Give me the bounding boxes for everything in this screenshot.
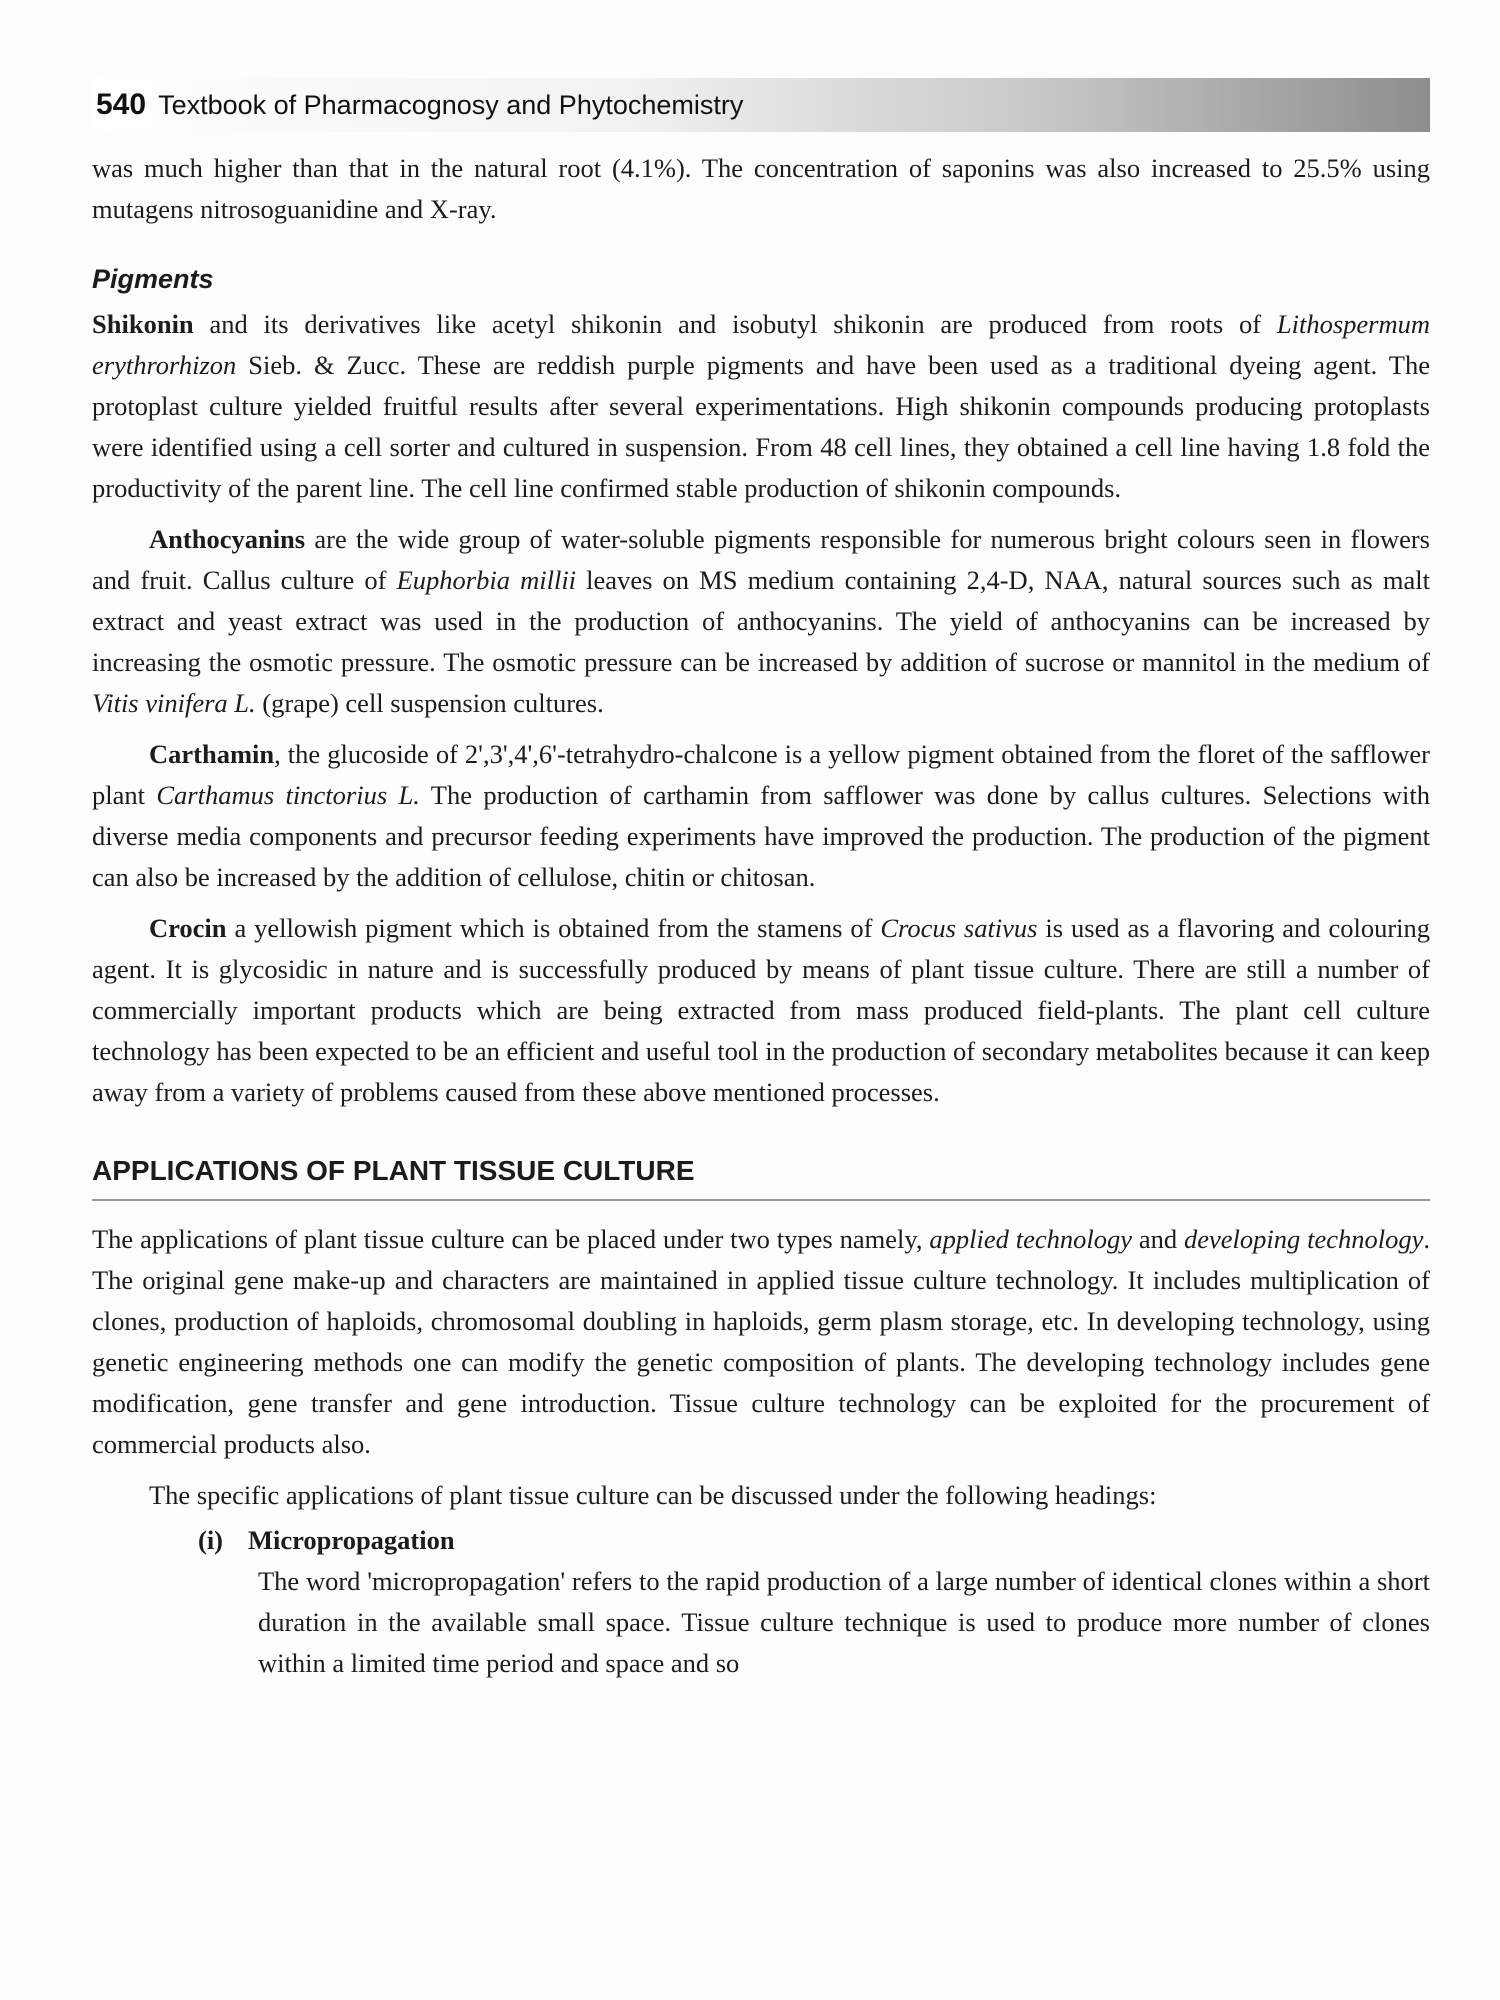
crocin-paragraph	[92, 908, 1430, 1113]
carthamin-term: Carthamin	[149, 739, 275, 769]
anthocyanins-term: Anthocyanins	[149, 524, 306, 554]
list-item-number: (i)	[198, 1525, 224, 1555]
crocin-text-2: is used as a flavoring and colouring agent. It is glycosidic in nature and is successfully produced by means of plant tissue culture. There are still a number of commercially important products which are being extracted from mass produced field-plants. The plant cell culture technology has been expected to be an efficient and useful tool in the production of secondary metabolites because it can keep away from a variety of problems caused from these above mentioned processes.	[92, 913, 1430, 1107]
intro-paragraph: was much higher than that in the natural root (4.1%). The concentration of saponins was also increased to 25.5% using mutagens nitrosoguanidine and X-ray.	[92, 153, 1430, 224]
page-number: 540	[96, 88, 147, 121]
micropropagation-paragraph: The word 'micropropagation' refers to the rapid production of a large number of identical clones within a short duration in the available small space. Tissue culture technique is used to produce more number of clones within a limited time period and space and so	[258, 1566, 1430, 1678]
carthamin-text-2: The production of carthamin from safflower was done by callus cultures. Selections with diverse media components and precursor feeding experiments have improved the production. The production of the pigment can also be increased by the addition of cellulose, chitin or chitosan.	[92, 780, 1430, 892]
page-body	[92, 148, 1430, 1684]
carthamin-species: Carthamus tinctorius L.	[156, 780, 420, 810]
anthocyanins-text-2: leaves on MS medium containing 2,4-D, NAA, natural sources such as malt extract and yeast extract was used in the production of anthocyanins. The yield of anthocyanins can be increased by increasing the osmotic pressure. The osmotic pressure can be increased by addition of sucrose or mannitol in the medium of	[92, 565, 1430, 677]
carthamin-text-1: , the glucoside of 2',3',4',6'-tetrahydro-chalcone is a yellow pigment obtained from the floret of the safflower plant	[92, 739, 1430, 810]
applications-heading: APPLICATIONS OF PLANT TISSUE CULTURE	[92, 1151, 1430, 1201]
crocin-term: Crocin	[149, 913, 227, 943]
running-header	[92, 78, 1430, 132]
anthocyanins-paragraph	[92, 519, 1430, 724]
anthocyanins-species-1: Euphorbia millii	[396, 565, 577, 595]
shikonin-text-2: Sieb. & Zucc. These are reddish purple pigments and have been used as a traditional dyeing agent. The protoplast culture yielded fruitful results after several experimentations. High shikonin compounds producing protoplasts were identified using a cell sorter and cultured in suspension. From 48 cell lines, they obtained a cell line having 1.8 fold the productivity of the parent line. The cell line confirmed stable production of shikonin compounds.	[92, 350, 1430, 503]
pigments-heading: Pigments	[92, 264, 214, 294]
carthamin-paragraph	[92, 734, 1430, 898]
crocin-species: Crocus sativus	[880, 913, 1038, 943]
applications-paragraph	[92, 1219, 1430, 1465]
list-item-micropropagation	[198, 1520, 1430, 1561]
crocin-text-1: a yellowish pigment which is obtained from the stamens of	[226, 913, 881, 943]
applications-text-1: The applications of plant tissue culture can be placed under two types namely,	[92, 1224, 930, 1254]
applied-technology-term: applied technology	[929, 1224, 1132, 1254]
developing-technology-term: developing technology	[1184, 1224, 1424, 1254]
shikonin-term: Shikonin	[92, 309, 194, 339]
anthocyanins-text-3: (grape) cell suspension cultures.	[255, 688, 604, 718]
book-title: Textbook of Pharmacognosy and Phytochemistry	[158, 89, 744, 120]
shikonin-paragraph	[92, 304, 1430, 509]
anthocyanins-text-1: are the wide group of water-soluble pigments responsible for numerous bright colours seen in flowers and fruit. Callus culture of	[92, 524, 1430, 595]
applications-text-3: . The original gene make-up and characters are maintained in applied tissue culture technology. It includes multiplication of clones, production of haploids, chromosomal doubling in haploids, germ plasm storage, etc. In developing technology, using genetic engineering methods one can modify the genetic composition of plants. The developing technology includes gene modification, gene transfer and gene introduction. Tissue culture technology can be exploited for the procurement of commercial products also.	[92, 1224, 1431, 1459]
list-item-title: Micropropagation	[248, 1525, 455, 1555]
headings-intro-paragraph: The specific applications of plant tissue culture can be discussed under the following headings:	[149, 1480, 1157, 1510]
shikonin-text-1: and its derivatives like acetyl shikonin and isobutyl shikonin are produced from roots of	[193, 309, 1277, 339]
applications-text-2: and	[1132, 1224, 1184, 1254]
shikonin-species: Lithospermum erythrorhizon	[92, 309, 1430, 380]
anthocyanins-species-2: Vitis vinifera L.	[92, 688, 256, 718]
